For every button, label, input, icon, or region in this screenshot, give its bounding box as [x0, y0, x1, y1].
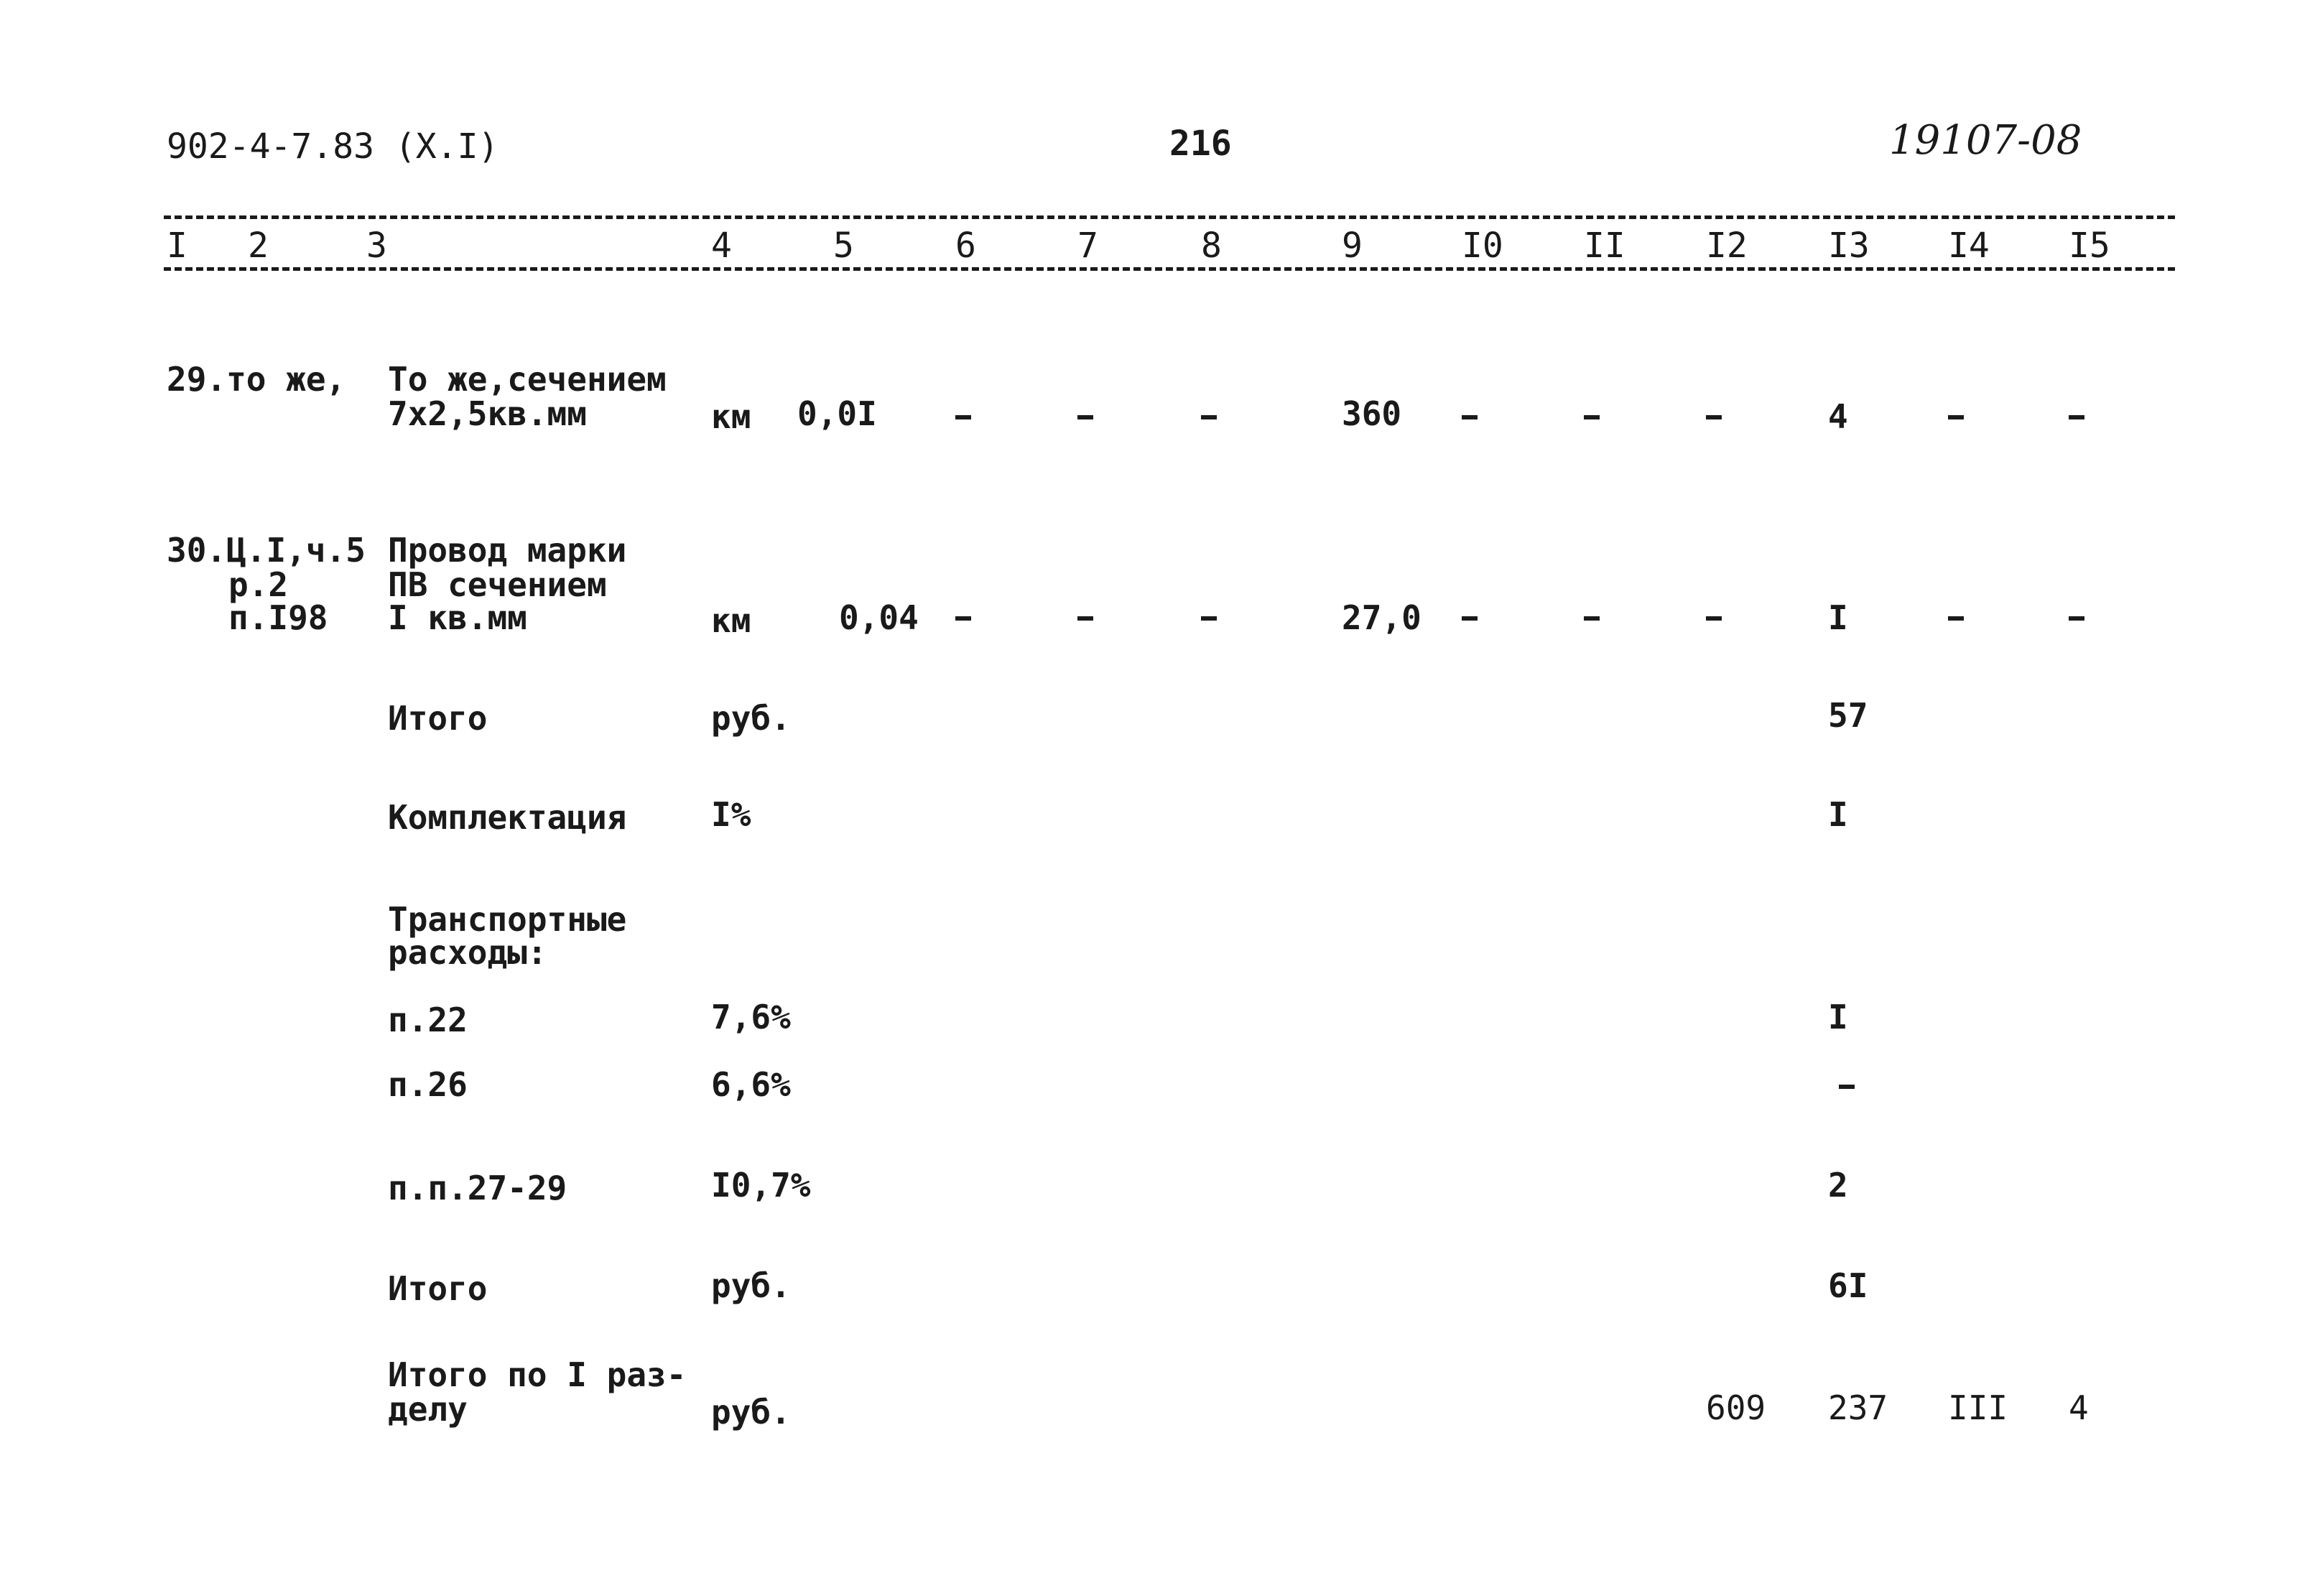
document-code: 902-4-7.83 (X.I) — [167, 126, 499, 167]
p26-label: п.26 — [388, 1065, 468, 1104]
col-header-2: 2 — [248, 226, 269, 266]
row29-col15-dash — [2069, 415, 2084, 419]
total-unit: руб. — [711, 1266, 791, 1305]
subtotal-label: Итого — [388, 699, 488, 738]
col-header-11: II — [1584, 226, 1625, 266]
row29-col11-dash — [1584, 415, 1600, 419]
sheet-number: 19107-08 — [1889, 117, 2082, 164]
row29-ref: 29.то же, — [167, 360, 346, 399]
row30-desc-line2: ПВ сечением — [388, 565, 607, 604]
col-header-5: 5 — [833, 226, 854, 266]
transport-label-line2: расходы: — [388, 933, 547, 972]
section-total-label-line2: делу — [388, 1390, 468, 1429]
row30-col7-dash — [1077, 616, 1093, 621]
p27-29-percent: I0,7% — [711, 1166, 811, 1205]
p26-col13-dash — [1839, 1085, 1855, 1089]
row30-desc-line1: Провод марки — [388, 531, 627, 570]
total-label: Итого — [388, 1269, 488, 1308]
section-total-unit: руб. — [711, 1393, 791, 1432]
kompl-label: Комплектация — [388, 798, 627, 837]
kompl-value: I — [1828, 795, 1848, 834]
row29-quantity: 0,0I — [797, 394, 877, 433]
col-header-1: I — [167, 226, 187, 266]
col-header-3: 3 — [366, 226, 387, 266]
col-header-6: 6 — [955, 226, 976, 266]
col-header-13: I3 — [1828, 226, 1870, 266]
header-rule-bottom — [164, 267, 2175, 271]
row30-quantity: 0,04 — [839, 598, 919, 637]
row30-col15-dash — [2069, 616, 2084, 621]
row29-col12-dash — [1706, 415, 1722, 419]
row30-col14-dash — [1948, 616, 1964, 621]
row30-col10-dash — [1462, 616, 1478, 621]
page-number: 216 — [1169, 124, 1232, 164]
row30-ref-line1: 30.Ц.I,ч.5 — [167, 531, 366, 570]
col-header-14: I4 — [1948, 226, 1990, 266]
row29-col8-dash — [1201, 415, 1217, 419]
row29-col6-dash — [955, 415, 971, 419]
row30-col13: I — [1828, 598, 1848, 637]
row29-unit: км — [711, 397, 751, 436]
row30-col8-dash — [1201, 616, 1217, 621]
p27-29-value: 2 — [1828, 1166, 1848, 1205]
row30-desc-line3: I кв.мм — [388, 598, 527, 637]
kompl-percent: I% — [711, 795, 751, 834]
col-header-9: 9 — [1342, 226, 1363, 266]
transport-label-line1: Транспортные — [388, 900, 627, 939]
p22-value: I — [1828, 998, 1848, 1036]
row29-col9: 360 — [1342, 394, 1402, 433]
row29-col14-dash — [1948, 415, 1964, 419]
row30-ref-line2: р.2 — [228, 565, 289, 604]
subtotal-unit: руб. — [711, 699, 791, 738]
section-total-col14: III — [1948, 1388, 2008, 1427]
col-header-7: 7 — [1077, 226, 1098, 266]
row29-desc-line2: 7х2,5кв.мм — [388, 394, 587, 433]
section-total-col15: 4 — [2069, 1388, 2089, 1427]
row30-col12-dash — [1706, 616, 1722, 621]
row29-col13: 4 — [1828, 397, 1848, 436]
col-header-12: I2 — [1706, 226, 1748, 266]
row29-col7-dash — [1077, 415, 1093, 419]
col-header-4: 4 — [711, 226, 732, 266]
col-header-8: 8 — [1201, 226, 1222, 266]
col-header-15: I5 — [2069, 226, 2110, 266]
row30-ref-line3: п.I98 — [228, 598, 328, 637]
row30-unit: км — [711, 601, 751, 640]
total-value: 6I — [1828, 1266, 1868, 1305]
p27-29-label: п.п.27-29 — [388, 1169, 567, 1207]
p22-label: п.22 — [388, 1001, 468, 1039]
section-total-label-line1: Итого по I раз- — [388, 1355, 687, 1394]
row30-col9: 27,0 — [1342, 598, 1422, 637]
section-total-col13: 237 — [1828, 1388, 1888, 1427]
subtotal-value: 57 — [1828, 696, 1868, 735]
row30-col6-dash — [955, 616, 971, 621]
row29-col10-dash — [1462, 415, 1478, 419]
section-total-col12: 609 — [1706, 1388, 1766, 1427]
p22-percent: 7,6% — [711, 998, 791, 1036]
col-header-10: I0 — [1462, 226, 1503, 266]
row29-desc-line1: То же,сечением — [388, 360, 667, 399]
row30-col11-dash — [1584, 616, 1600, 621]
header-rule-top — [164, 215, 2175, 219]
p26-percent: 6,6% — [711, 1065, 791, 1104]
